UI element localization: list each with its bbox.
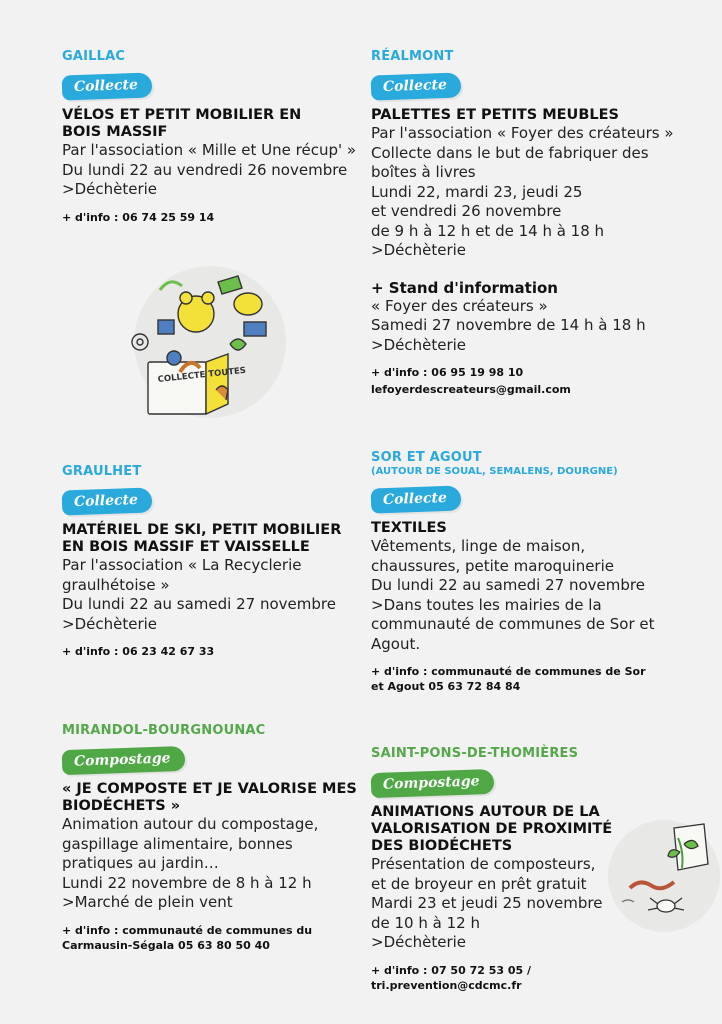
info-line: + d'info : communauté de communes du [62,923,313,937]
description-line: et de broyeur en prêt gratuit [371,874,587,893]
collecte-badge: Collecte [371,72,462,100]
event-description [62,815,362,913]
town-title: MIRANDOL-BOURGNOUNAC [62,723,266,738]
event-title: TEXTILES [371,520,447,536]
description-line: Par l'association « La Recyclerie [62,556,302,574]
event-description [62,141,362,200]
gaillac-section [62,49,362,225]
town-title: GAILLAC [62,49,126,64]
description-line: Du lundi 22 au samedi 27 novembre [62,595,336,613]
description-line: graulhétoise » [62,575,170,594]
event-title: ANIMATIONS AUTOUR DE LA VALORISATION DE PROXIMITÉ DES BIODÉCHETS [371,804,613,854]
collecte-illustration [118,262,290,424]
description-line: >Déchèterie [62,180,158,198]
description-line: chaussures, petite maroquinerie [371,556,614,575]
info-line: et Agout 05 63 72 84 84 [371,680,521,693]
info-phone: + d'info : 06 95 19 98 10 [371,366,524,379]
town-subtitle: (AUTOUR DE SOUAL, SEMALENS, DOURGNE) [371,466,618,477]
info-email: lefoyerdescreateurs@gmail.com [371,383,571,396]
event-title: MATÉRIEL DE SKI, PETIT MOBILIER EN BOIS MASSIF ET VAISSELLE [62,522,342,555]
description-line: communauté de communes de Sor et [371,615,655,633]
stand-description [371,297,691,356]
realmont-section [371,49,691,397]
info-contact [62,923,362,953]
description-line: gaspillage alimentaire, bonnes [62,834,293,853]
town-title: SOR ET AGOUT [371,450,482,465]
collecte-badge: Collecte [371,485,462,513]
description-line: >Déchèterie [371,335,467,354]
town-title: SAINT-PONS-DE-THOMIÈRES [371,746,579,761]
sor-section [371,450,691,694]
description-line: Agout. [371,634,421,653]
description-line: Samedi 27 novembre de 14 h à 18 h [371,316,646,334]
description-line: boîtes à livres [371,163,476,181]
description-line: Du lundi 22 au samedi 27 novembre [371,576,645,594]
info-contact: + d'info : 07 50 72 53 05 / tri.prevention@cdcmc.fr [371,963,531,992]
event-description [371,537,691,654]
mirandol-section [62,723,362,953]
description-line: >Dans toutes les mairies de la [371,595,602,614]
stand-title: + Stand d'information [371,278,558,297]
illustration-label: COLLECTE TOUTES [157,365,247,385]
info-contact [371,664,691,694]
graulhet-section [62,464,362,659]
description-line: Du lundi 22 au vendredi 26 novembre [62,160,348,179]
event-description [62,556,362,634]
event-description [371,124,691,261]
town-title: RÉALMONT [371,49,454,64]
description-line: Par l'association « Foyer des créateurs » [371,124,674,142]
collecte-badge: Collecte [62,72,153,100]
compost-illustration [602,818,722,934]
description-line: Collecte dans le but de fabriquer des [371,143,649,162]
info-phone: + d'info : 06 23 42 67 33 [62,645,215,658]
description-line: Animation autour du compostage, [62,815,319,833]
description-line: >Déchèterie [62,614,158,633]
info-phone: + d'info : 06 74 25 59 14 [62,210,215,224]
event-title: VÉLOS ET PETIT MOBILIER EN BOIS MASSIF [62,107,302,140]
town-title: GRAULHET [62,464,142,479]
description-line: >Déchèterie [371,241,467,259]
event-title: « JE COMPOSTE ET JE VALORISE MES BIODÉCHETS » [62,781,357,814]
description-line: Mardi 23 et jeudi 25 novembre [371,894,603,912]
compostage-badge: Compostage [62,746,185,775]
collecte-badge: Collecte [62,487,153,515]
compostage-badge: Compostage [371,769,494,798]
event-title: PALETTES ET PETITS MEUBLES [371,107,619,123]
description-line: Vêtements, linge de maison, [371,537,586,555]
description-line: « Foyer des créateurs » [371,296,548,315]
description-line: de 9 h à 12 h et de 14 h à 18 h [371,221,605,240]
description-line: Par l'association « Mille et Une récup' » [62,141,357,159]
description-line: Lundi 22, mardi 23, jeudi 25 [371,182,583,201]
description-line: pratiques au jardin… [62,854,219,872]
info-line: Carmausin-Ségala 05 63 80 50 40 [62,938,270,952]
description-line: et vendredi 26 novembre [371,202,562,220]
description-line: Lundi 22 novembre de 8 h à 12 h [62,873,312,892]
info-line: + d'info : communauté de communes de Sor [371,665,646,678]
description-line: >Déchèterie [371,933,467,951]
description-line: Présentation de composteurs, [371,855,596,873]
description-line: >Marché de plein vent [62,893,233,911]
description-line: de 10 h à 12 h [371,913,480,932]
